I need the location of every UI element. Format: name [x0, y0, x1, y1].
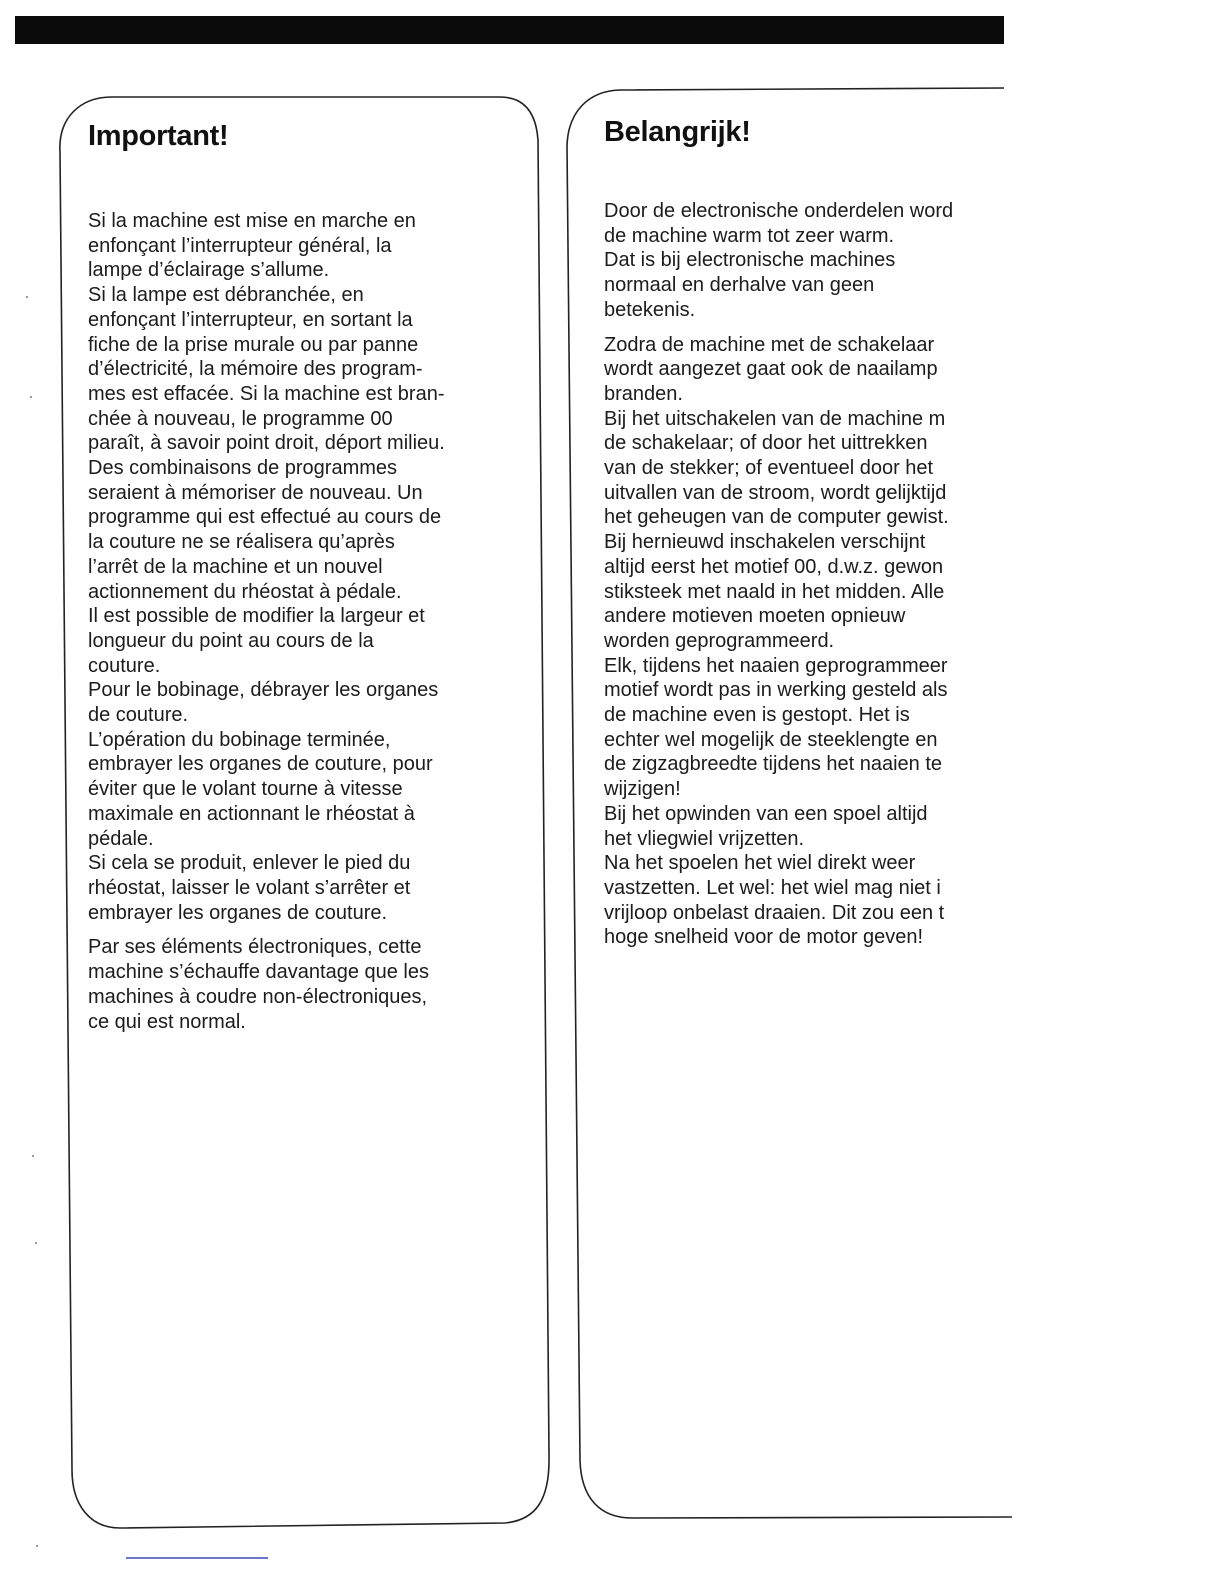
- heading-belangrijk: Belangrijk!: [604, 116, 751, 148]
- scan-speck: [30, 396, 32, 398]
- scan-speck: [32, 1155, 34, 1157]
- french-paragraph-2: Par ses éléments électroniques, cette machine s’échauffe davantage que les machines à coudre non-électroniques, ce qui est normal.: [88, 936, 429, 1033]
- french-paragraph-1: Si la machine est mise en marche en enfonçant l’interrupteur général, la lampe d’éclairage s’allume. Si la lampe est débranchée, en enfonçant l’interrupteur, en sortant la fiche de la prise murale ou par panne d’électricité, la mémoire des program- mes est effacée. Si la machine est bran- chée à nouveau, le programme 00 paraît, à savoir point droit, déport milieu. Des combinaisons de programmes seraient à mémoriser de nouveau. Un programme qui est effectué au cours de la couture ne se réalisera qu’après l’arrêt de la machine et un nouvel actionnement du rhéostat à pédale. Il est possible de modifier la largeur et longueur du point au cours de la couture. Pour le bobinage, débrayer les organes de couture. L’opération du bobinage terminée, embrayer les organes de couture, pour éviter que le volant tourne à vitesse maximale en actionnant le rhéostat à pédale. Si cela se produit, enlever le pied du rhéostat, laisser le volant s’arrêter et embrayer les organes de couture.: [88, 210, 445, 924]
- scan-speck: [26, 296, 28, 298]
- scan-speck: [35, 1242, 37, 1244]
- left-column-french: [88, 120, 518, 1034]
- scan-speck: [36, 1545, 38, 1547]
- bottom-blue-rule: [126, 1557, 268, 1559]
- right-column-dutch: [604, 116, 1024, 950]
- dutch-paragraph-2: Zodra de machine met de schakelaar wordt aangezet gaat ook de naailamp branden. Bij het uitschakelen van de machine m de schakelaar; of door het uittrekken van de stekker; of eventueel door het uitvallen van de stroom, wordt gelijktijd het geheugen van de computer gewist. Bij hernieuwd inschakelen verschijnt altijd eerst het motief 00, d.w.z. gewon stiksteek met naald in het midden. Alle andere motieven moeten opnieuw worden geprogrammeerd. Elk, tijdens het naaien geprogrammeer motief wordt pas in werking gesteld als de machine even is gestopt. Het is echter wel mogelijk de steeklengte en de zigzagbreedte tijdens het naaien te wijzigen! Bij het opwinden van een spoel altijd het vliegwiel vrijzetten. Na het spoelen het wiel direkt weer vastzetten. Let wel: het wiel mag niet i vrijloop onbelast draaien. Dit zou een t hoge snelheid voor de motor geven!: [604, 333, 949, 949]
- dutch-paragraph-1: Door de electronische onderdelen word de machine warm tot zeer warm. Dat is bij electronische machines normaal en derhalve van geen betekenis.: [604, 200, 954, 321]
- heading-important: Important!: [88, 120, 229, 152]
